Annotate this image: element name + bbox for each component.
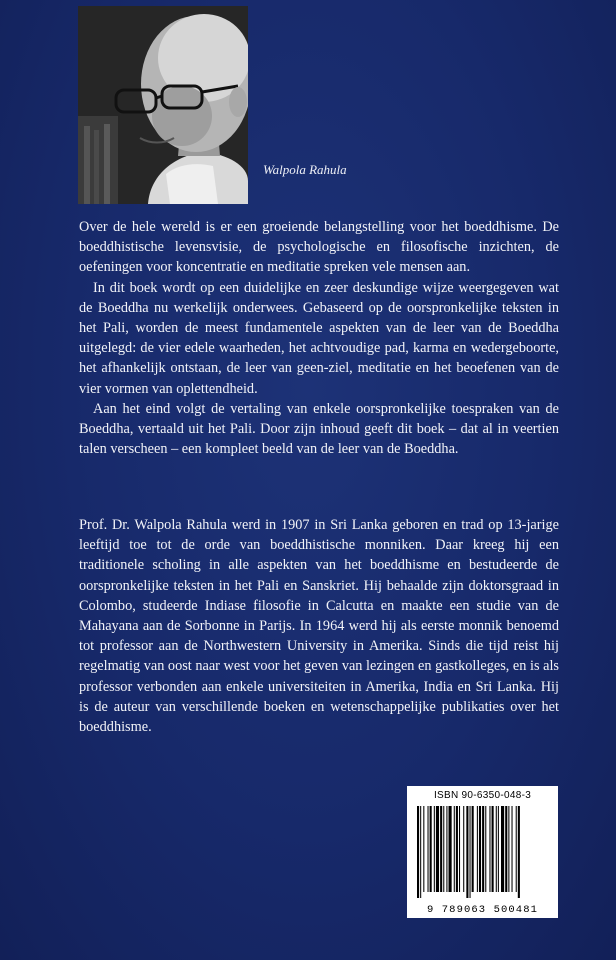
- author-photo: [78, 6, 248, 204]
- barcode-bar: [516, 806, 517, 892]
- barcode-bar: [485, 806, 486, 892]
- barcode-bar: [492, 806, 494, 892]
- barcode-bar: [505, 806, 507, 892]
- barcode-bar: [459, 806, 460, 892]
- paragraph: Over de hele wereld is er een groeiende belangstelling voor het boeddhisme. De boeddhistische levensvisie, de psychologische en filosofische inzichten, de oefeningen voor koncentratie en meditatie spreken vele mensen aan.: [79, 219, 559, 276]
- barcode-bar: [420, 806, 421, 898]
- barcode-bar: [463, 806, 464, 892]
- barcode-bar: [440, 806, 442, 892]
- photo-caption: Walpola Rahula: [263, 162, 347, 177]
- barcode-bar: [501, 806, 504, 892]
- barcode-bar: [477, 806, 478, 892]
- barcode-bar: [428, 806, 429, 892]
- barcode-bar: [456, 806, 458, 892]
- barcode-bar: [496, 806, 497, 892]
- paragraph: Aan het eind volgt de vertaling van enkele oorspronkelijke toespraken van de Boeddha, vertaald uit het Pali. Door zijn inhoud geeft dit boek – dat al in veertien talen verscheen – een kompleet beeld van de leer van de Boeddha.: [79, 400, 559, 458]
- barcode-bar: [436, 806, 439, 892]
- barcode-bar: [508, 806, 509, 892]
- barcode-bar: [489, 806, 490, 892]
- description-text: [79, 217, 559, 459]
- barcode-bar: [423, 806, 424, 892]
- barcode-bar: [482, 806, 484, 892]
- barcode-bar: [518, 806, 520, 898]
- isbn-number: ISBN 90-6350-048-3: [433, 790, 532, 801]
- barcode-bar: [479, 806, 481, 892]
- barcode-bar: [498, 806, 499, 892]
- barcode-bar: [454, 806, 455, 892]
- barcode-bar: [470, 806, 471, 898]
- barcode-icon: [415, 806, 550, 898]
- barcode-bar: [417, 806, 419, 898]
- author-portrait-drawing: [78, 6, 248, 204]
- barcode-bar: [446, 806, 447, 892]
- barcode-bar: [466, 806, 468, 898]
- barcode-bar: [472, 806, 474, 892]
- author-bio-text: [79, 515, 559, 737]
- paragraph: In dit boek wordt op een duidelijke en zeer deskundige wijze weergegeven wat de Boeddha nu werkelijk onderwees. Gebaseerd op de oorspronkelijke teksten in het Pali, worden de meest fundamentele aspekten van de leer van de Boeddha uitgelegd: de vier edele waarheden, het achtvoudige pad, karma en wedergeboorte, het afhankelijk ontstaan, de leer van geen-ziel, meditatie en het beoefenen van de vier vormen van oplettendheid.: [79, 279, 559, 397]
- barcode-bar: [430, 806, 432, 892]
- barcode-label: [407, 786, 558, 918]
- paragraph: Prof. Dr. Walpola Rahula werd in 1907 in Sri Lanka geboren en trad op 13-jarige leeftijd toe tot de orde van boeddhistische monniken. Daar kreeg hij een traditionele scholing in alle aspekten van het boeddhisme en bestudeerde de oorspronkelijke teksten in het Pali en Sanskriet. Hij behaalde zijn doktorsgraad in Colombo, studeerde Indiase filosofie in Calcutta en maakte een studie van de Mahayana aan de Sorbonne in Parijs. In 1964 werd hij als eerste monnik benoemd tot professor aan de Northwestern University in Amerika. Sinds die tijd reist hij regelmatig van oost naar west voor het geven van lezingen en gastkolleges, en is als professor verbonden aan enkele universiteiten in Amerika, India en Sri Lanka. Hij is de auteur van verschillende boeken en wetenschappelijke publikaties over het boeddhisme.: [79, 517, 559, 736]
- barcode-bar: [443, 806, 444, 892]
- barcode-bar: [434, 806, 435, 892]
- barcode-bar: [449, 806, 452, 892]
- barcode-digits: 9 789063 500481: [426, 904, 538, 916]
- barcode-bar: [512, 806, 513, 892]
